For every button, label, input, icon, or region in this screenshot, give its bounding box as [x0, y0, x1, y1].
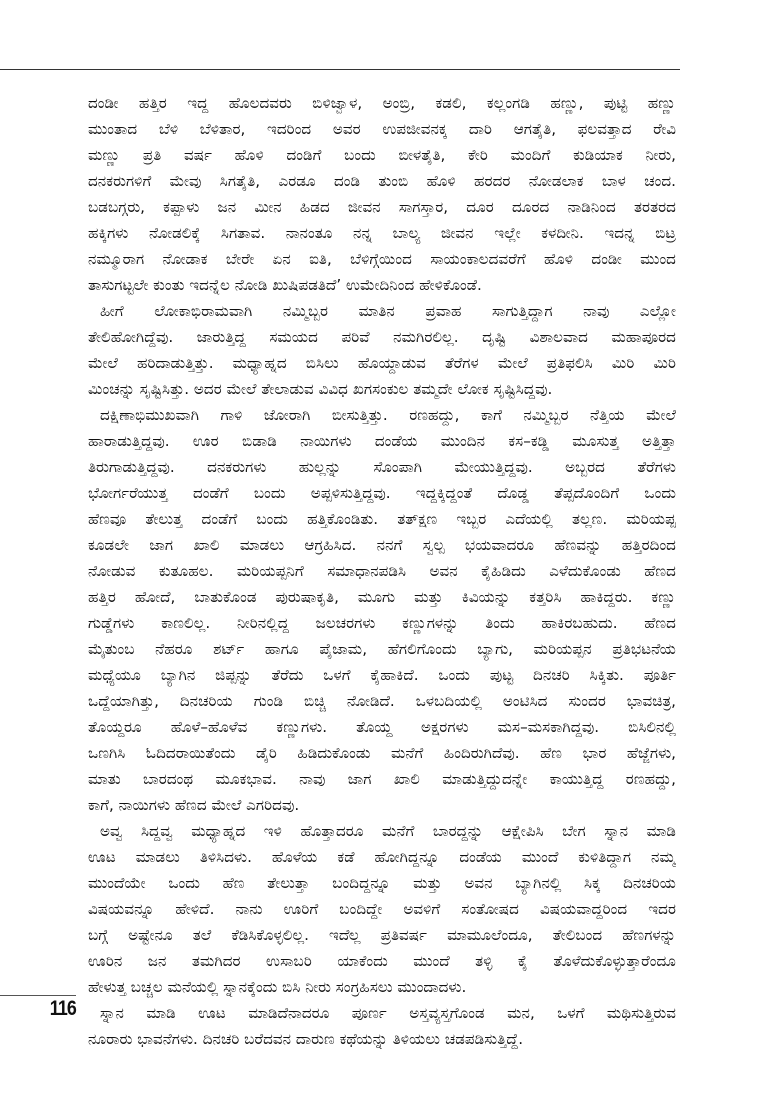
text-line: ತಿರುಗಾಡುತ್ತಿದ್ದವು. ದನಕರುಗಳು ಹುಲ್ಲನ್ನು ಸೊಂಪಾಗಿ ಮೇಯುತ್ತಿದ್ದವು. ಅಬ್ಬರದ ತೆರೆಗಳು	[88, 458, 676, 476]
text-line: ಹೆಣವೂ ತೇಲುತ್ತ ದಂಡೆಗೆ ಬಂದು ಹತ್ತಿಕೊಂಡಿತು. ತತ್‌ಕ್ಷಣ ಇಬ್ಬರ ಎದೆಯಲ್ಲಿ ತಲ್ಲಣ. ಮರಿಯಪ್ಪ	[88, 510, 676, 528]
text-line: ಗುಡ್ಡೆಗಳು ಕಾಣಲಿಲ್ಲ. ನೀರಿನಲ್ಲಿದ್ದ ಜಲಚರಗಳು ಕಣ್ಣುಗಳನ್ನು ತಿಂದು ಹಾಕಿರಬಹುದು. ಹೆಣದ	[88, 614, 676, 632]
text-line: ಕೂಡಲೇ ಜಾಗ ಖಾಲಿ ಮಾಡಲು ಆಗ್ರಹಿಸಿದ. ನನಗೆ ಸ್ವಲ್ಪ ಭಯವಾದರೂ ಹೆಣವನ್ನು ಹತ್ತಿರದಿಂದ	[88, 536, 676, 554]
text-line: ಮುಂತಾದ ಬೆಳಿ ಬೆಳಿತಾರ, ಇದರಿಂದ ಅವರ ಉಪಜೀವನಕ್ಕ ದಾರಿ ಆಗತೈತಿ, ಫಲವತ್ತಾದ ರೇವಿ	[88, 120, 676, 138]
text-line: ದಂಡೀ ಹತ್ತಿರ ಇದ್ದ ಹೊಲದವರು ಬಿಳಿಜ್ವಾಳ, ಅಂಬ್ರಿ, ಕಡಲಿ, ಕಲ್ಲಂಗಡಿ ಹಣ್ಣು, ಪುಟ್ಟಿ ಹಣ್ಣು	[88, 94, 676, 112]
text-line: ನಮ್ಮೂರಾಗ ನೋಡಾಕ ಬೇರೇ ಏನ ಐತಿ, ಬೆಳಿಗ್ಗೆಯಿಂದ ಸಾಯಂಕಾಲದವರೆಗೆ ಹೊಳಿ ದಂಡೀ ಮುಂದ	[88, 250, 676, 268]
text-line: ಸ್ನಾನ ಮಾಡಿ ಊಟ ಮಾಡಿದೆನಾದರೂ ಪೂರ್ಣ ಅಸ್ತವ್ಯಸ್ತಗೊಂಡ ಮನ, ಒಳಗೆ ಮಥಿಸುತ್ತಿರುವ	[100, 1004, 676, 1022]
text-line: ಮೇಲೆ ಹರಿದಾಡುತ್ತಿತ್ತು. ಮಧ್ಯಾಹ್ನದ ಬಿಸಿಲು ಹೊಯ್ದಾಡುವ ತೆರೆಗಳ ಮೇಲೆ ಪ್ರತಿಫಲಿಸಿ ಮಿರಿ ಮಿರಿ	[88, 354, 676, 372]
text-line: ಮಧ್ಯೆಯೂ ಬ್ಯಾಗಿನ ಜಿಪ್ಪನ್ನು ತೆರೆದು ಒಳಗೆ ಕೈಹಾಕಿದೆ. ಒಂದು ಪುಟ್ಟ ದಿನಚರಿ ಸಿಕ್ಕಿತು. ಪೂರ್ತಿ	[88, 666, 676, 684]
text-line: ಹಕ್ಕಿಗಳು ನೋಡಲಿಕ್ಕೆ ಸಿಗತಾವ. ನಾನಂತೂ ನನ್ನ ಬಾಲ್ಯ ಜೀವನ ಇಲ್ಲೇ ಕಳದೀನಿ. ಇದನ್ನ ಬಿಟ್ರ	[88, 224, 676, 242]
text-line: ಹೇಳುತ್ತ ಬಚ್ಚಲ ಮನೆಯಲ್ಲಿ ಸ್ನಾನಕ್ಕೆಂದು ಬಿಸಿ ನೀರು ಸಂಗ್ರಹಿಸಲು ಮುಂದಾದಳು.	[88, 978, 467, 996]
text-line: ಒಣಗಿಸಿ ಓದಿದರಾಯಿತೆಂದು ಡೈರಿ ಹಿಡಿದುಕೊಂಡು ಮನೆಗೆ ಹಿಂದಿರುಗಿದೆವು. ಹೆಣ ಭಾರ ಹೆಜ್ಜೆಗಳು,	[88, 744, 676, 762]
text-line: ಬಡಬಗ್ಗರು, ಕಪ್ಪಾಳು ಜನ ಮೀನ ಹಿಡದ ಜೀವನ ಸಾಗಸ್ತಾರ, ದೂರ ದೂರದ ನಾಡಿನಿಂದ ತರತರದ	[88, 198, 676, 216]
text-line: ನೂರಾರು ಭಾವನೆಗಳು. ದಿನಚರಿ ಬರೆದವನ ದಾರುಣ ಕಥೆಯನ್ನು ತಿಳಿಯಲು ಚಡಪಡಿಸುತ್ತಿದ್ದೆ.	[88, 1030, 524, 1048]
text-line: ದಕ್ಷಿಣಾಭಿಮುಖವಾಗಿ ಗಾಳಿ ಜೋರಾಗಿ ಬೀಸುತ್ತಿತ್ತು. ರಣಹದ್ದು, ಕಾಗೆ ನಮ್ಮಿಬ್ಬರ ನೆತ್ತಿಯ ಮೇಲೆ	[100, 406, 676, 424]
text-line: ಹಾರಾಡುತ್ತಿದ್ದವು. ಊರ ಬಿಡಾಡಿ ನಾಯಿಗಳು ದಂಡೆಯ ಮುಂದಿನ ಕಸ–ಕಡ್ಡಿ ಮೂಸುತ್ತ ಅತ್ತಿತ್ತಾ	[88, 432, 676, 450]
text-line: ಮಣ್ಣು ಪ್ರತಿ ವರ್ಷ ಹೊಳಿ ದಂಡಿಗೆ ಬಂದು ಬೀಳತೈತಿ, ಕೇರಿ ಮಂದಿಗೆ ಕುಡಿಯಾಕ ನೀರು,	[88, 146, 676, 164]
text-line: ಅವ್ವ ಸಿದ್ದವ್ವ ಮಧ್ಯಾಹ್ನದ ಇಳಿ ಹೊತ್ತಾದರೂ ಮನೆಗೆ ಬಾರದ್ದನ್ನು ಆಕ್ಷೇಪಿಸಿ ಬೇಗ ಸ್ನಾನ ಮಾಡಿ	[100, 822, 676, 840]
text-line: ಮಾತು ಬಾರದಂಥ ಮೂಕಭಾವ. ನಾವು ಜಾಗ ಖಾಲಿ ಮಾಡುತ್ತಿದ್ದುದನ್ನೇ ಕಾಯುತ್ತಿದ್ದ ರಣಹದ್ದು,	[88, 770, 676, 788]
text-line: ಊರಿನ ಜನ ತಮಗಿದರ ಉಸಾಬರಿ ಯಾಕೆಂದು ಮುಂದೆ ತಳ್ಳಿ ಕೈ ತೊಳೆದುಕೊಳ್ಳುತ್ತಾರೆಂದೂ	[88, 952, 676, 970]
header-rule	[0, 69, 680, 70]
body-text	[88, 90, 676, 1052]
text-line: ಮೈತುಂಬ ನೆಹರೂ ಶರ್ಟ್ ಹಾಗೂ ಪೈಜಾಮ, ಹೆಗಲಿಗೊಂದು ಬ್ಯಾಗು, ಮರಿಯಪ್ಪನ ಪ್ರತಿಭಟನೆಯ	[88, 640, 676, 658]
text-line: ದನಕರುಗಳಿಗೆ ಮೇವು ಸಿಗತೈತಿ, ಎರಡೂ ದಂಡಿ ತುಂಬಿ ಹೊಳಿ ಹರದರ ನೋಡಲಾಕ ಬಾಳ ಚಂದ.	[88, 172, 676, 190]
text-line: ಮಿಂಚನ್ನು ಸೃಷ್ಟಿಸಿತ್ತು. ಅದರ ಮೇಲೆ ತೇಲಾಡುವ ವಿವಿಧ ಖಗಸಂಕುಲ ತಮ್ಮದೇ ಲೋಕ ಸೃಷ್ಟಿಸಿದ್ದವು.	[88, 380, 553, 398]
text-line: ಬಗ್ಗೆ ಅಷ್ಟೇನೂ ತಲೆ ಕೆಡಿಸಿಕೊಳ್ಳಲಿಲ್ಲ. ಇದೆಲ್ಲ ಪ್ರತಿವರ್ಷ ಮಾಮೂಲೆಂದೂ, ತೇಲಿಬಂದ ಹೆಣಗಳನ್ನು	[88, 926, 676, 944]
text-line: ಮುಂದೆಯೇ ಒಂದು ಹೆಣ ತೇಲುತ್ತಾ ಬಂದಿದ್ದನ್ನೂ ಮತ್ತು ಅವನ ಬ್ಯಾಗಿನಲ್ಲಿ ಸಿಕ್ಕ ದಿನಚರಿಯ	[88, 874, 676, 892]
text-line: ನೋಡುವ ಕುತೂಹಲ. ಮರಿಯಪ್ಪನಿಗೆ ಸಮಾಧಾನಪಡಿಸಿ ಅವನ ಕೈಹಿಡಿದು ಎಳೆದುಕೊಂಡು ಹೆಣದ	[88, 562, 676, 580]
page-number: 116	[49, 997, 76, 1020]
footer-rule	[0, 995, 76, 996]
text-line: ಒದ್ದೆಯಾಗಿತ್ತು, ದಿನಚರಿಯ ಗುಂಡಿ ಬಿಚ್ಚಿ ನೋಡಿದೆ. ಒಳಬದಿಯಲ್ಲಿ ಅಂಟಿಸಿದ ಸುಂದರ ಭಾವಚಿತ್ರ,	[88, 692, 676, 710]
text-line: ತೊಯ್ದರೂ ಹೊಳೆ–ಹೊಳೆವ ಕಣ್ಣುಗಳು. ತೊಯ್ದ ಅಕ್ಷರಗಳು ಮಸ–ಮಸಕಾಗಿದ್ದವು. ಬಿಸಿಲಿನಲ್ಲಿ	[88, 718, 676, 736]
text-line: ಭೋರ್ಗರೆಯುತ್ತ ದಂಡೆಗೆ ಬಂದು ಅಪ್ಪಳಿಸುತ್ತಿದ್ದವು. ಇದ್ದಕ್ಕಿದ್ದಂತೆ ದೊಡ್ಡ ತೆಪ್ಪದೊಂದಿಗೆ ಒಂದು	[88, 484, 676, 502]
text-line: ಊಟ ಮಾಡಲು ತಿಳಿಸಿದಳು. ಹೊಳೆಯ ಕಡೆ ಹೋಗಿದ್ದನ್ನೂ ದಂಡೆಯ ಮುಂದೆ ಕುಳಿತಿದ್ದಾಗ ನಮ್ಮ	[88, 848, 676, 866]
text-line: ವಿಷಯವನ್ನೂ ಹೇಳಿದೆ. ನಾನು ಊರಿಗೆ ಬಂದಿದ್ದೇ ಅವಳಿಗೆ ಸಂತೋಷದ ವಿಷಯವಾದ್ದರಿಂದ ಇದರ	[88, 900, 676, 918]
text-line: ಹೀಗೆ ಲೋಕಾಭಿರಾಮವಾಗಿ ನಮ್ಮಿಬ್ಬರ ಮಾತಿನ ಪ್ರವಾಹ ಸಾಗುತ್ತಿದ್ದಾಗ ನಾವು ಎಲ್ಲೋ	[100, 302, 676, 320]
text-line: ಕಾಗೆ, ನಾಯಿಗಳು ಹೆಣದ ಮೇಲೆ ಎಗರಿದವು.	[88, 796, 300, 814]
text-line: ತೇಲಿಹೋಗಿದ್ದೆವು. ಜಾರುತ್ತಿದ್ದ ಸಮಯದ ಪರಿವೆ ನಮಗಿರಲಿಲ್ಲ. ದೃಷ್ಟಿ ವಿಶಾಲವಾದ ಮಹಾಪೂರದ	[88, 328, 676, 346]
text-line: ಹತ್ತಿರ ಹೋದೆ, ಬಾತುಕೊಂಡ ಪುರುಷಾಕೃತಿ, ಮೂಗು ಮತ್ತು ಕಿವಿಯನ್ನು ಕತ್ತರಿಸಿ ಹಾಕಿದ್ದರು. ಕಣ್ಣು	[88, 588, 676, 606]
text-line: ತಾಸುಗಟ್ಟಲೇ ಕುಂತು ಇದನ್ನೆಲ ನೋಡಿ ಖುಷಿಪಡತಿದೆ’ ಉಮೇದಿನಿಂದ ಹೇಳಿಕೊಂಡೆ.	[88, 276, 482, 294]
